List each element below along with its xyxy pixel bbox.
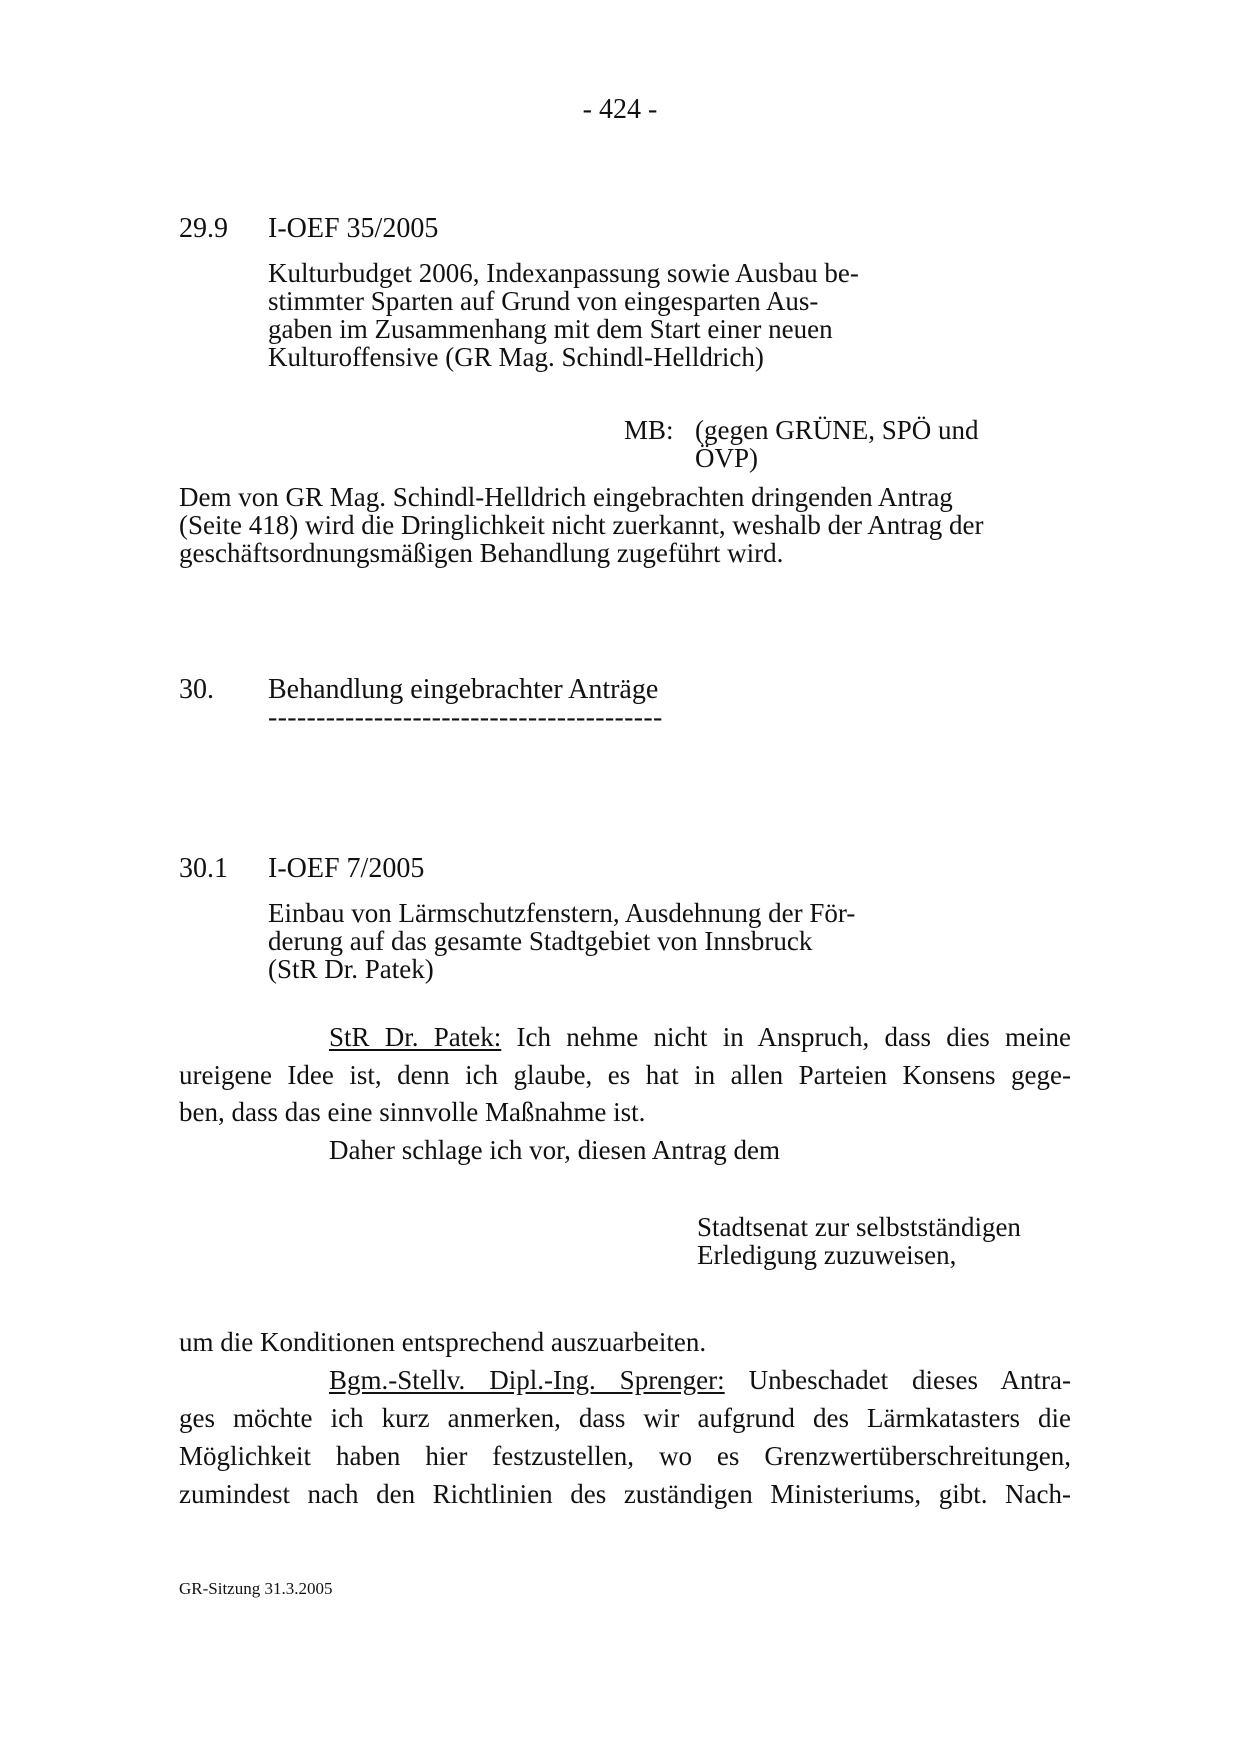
page-number: - 424 -: [582, 94, 658, 125]
speech-line: ben, dass das eine sinnvolle Maßnahme ist.: [179, 1097, 646, 1127]
speech-line: [179, 1361, 1071, 1399]
speaker-name: StR Dr. Patek:: [329, 1022, 502, 1052]
speech-line: Möglichkeit haben hier festzustellen, wo es Grenzwertüberschreitungen,: [179, 1441, 1071, 1471]
proposal-line: Erledigung zuzuweisen,: [697, 1240, 957, 1270]
speech-line: ureigene Idee ist, denn ich glaube, es hat in allen Parteien Konsens gege-: [179, 1060, 1071, 1090]
item-title: [268, 259, 859, 371]
item-reference: I-OEF 7/2005: [268, 853, 425, 884]
proposal-line: Stadtsenat zur selbstständigen: [697, 1212, 1021, 1242]
speech-line: ges möchte ich kurz anmerken, dass wir aufgrund des Lärmkatasters die: [179, 1403, 1071, 1433]
decision-line: Dem von GR Mag. Schindl-Helldrich eingebrachten dringenden Antrag: [179, 482, 953, 512]
section-title: Behandlung eingebrachter Anträge: [268, 674, 659, 705]
item-number: 29.9: [179, 213, 228, 244]
decision-line: (Seite 418) wird die Dringlichkeit nicht zuerkannt, weshalb der Antrag der: [179, 510, 984, 540]
vote-label: MB:: [624, 415, 674, 445]
item-title-line: derung auf das gesamte Stadtgebiet von Innsbruck: [268, 926, 813, 956]
speech-line: [179, 1018, 1071, 1056]
item-title-line: Kulturoffensive (GR Mag. Schindl-Helldrich): [268, 342, 764, 372]
section-underline: -----------------------------------------: [268, 702, 663, 733]
footer: GR-Sitzung 31.3.2005: [179, 1579, 333, 1598]
section-number: 30.: [179, 674, 214, 705]
proposal-text: [697, 1213, 1021, 1269]
item-title-line: Kulturbudget 2006, Indexanpassung sowie Ausbau be-: [268, 258, 859, 288]
speaker-name: Bgm.-Stellv. Dipl.-Ing. Sprenger:: [329, 1365, 725, 1395]
speech-line: zumindest nach den Richtlinien des zuständigen Ministeriums, gibt. Nach-: [179, 1479, 1071, 1509]
speech-text: Unbeschadet dieses Antra-: [724, 1365, 1071, 1395]
item-title: [268, 899, 855, 983]
item-title-line: (StR Dr. Patek): [268, 954, 434, 984]
speech-text: Ich nehme nicht in Anspruch, dass dies meine: [501, 1022, 1072, 1052]
item-title-line: Einbau von Lärmschutzfenstern, Ausdehnung der För-: [268, 898, 856, 928]
item-title-line: gaben im Zusammenhang mit dem Start einer neuen: [268, 314, 833, 344]
closing-line: um die Konditionen entsprechend auszuarbeiten.: [179, 1327, 707, 1357]
item-title-line: stimmter Sparten auf Grund von eingesparten Aus-: [268, 286, 819, 316]
item-reference: I-OEF 35/2005: [268, 213, 439, 244]
vote-result-line: (gegen GRÜNE, SPÖ und: [695, 415, 979, 445]
decision-line: geschäftsordnungsmäßigen Behandlung zugeführt wird.: [179, 538, 784, 568]
speech-line: Daher schlage ich vor, diesen Antrag dem: [329, 1135, 781, 1165]
decision-text: [179, 483, 984, 567]
vote-result-line: ÖVP): [695, 443, 759, 473]
vote-result: [695, 416, 979, 472]
item-number: 30.1: [179, 853, 228, 884]
